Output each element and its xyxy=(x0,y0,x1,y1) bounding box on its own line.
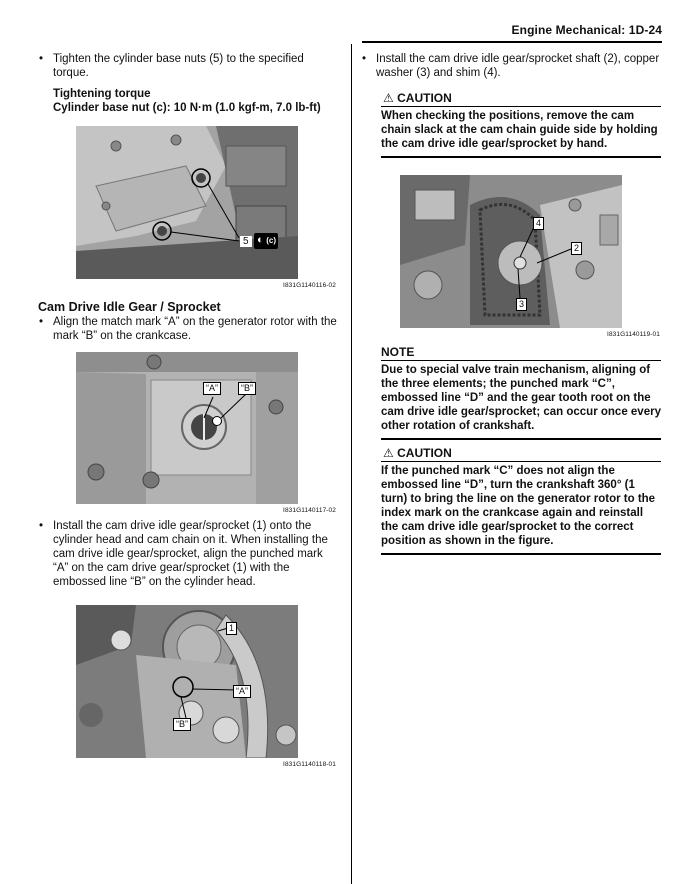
photo-idle-gear-shaft xyxy=(400,175,622,328)
bullet-dot: • xyxy=(39,316,44,328)
warning-triangle-icon: ⚠ xyxy=(383,446,394,460)
callout-4: 4 xyxy=(533,217,544,230)
caution-title: ⚠ CAUTION xyxy=(383,446,452,460)
note-end-rule xyxy=(381,438,661,440)
step-tighten-nuts: • Tighten the cylinder base nuts (5) to the specified torque. xyxy=(39,53,304,79)
note-text: Due to special valve train mechanism, aligning of the three elements; the punched mark “C”, embossed line “D” and the gear tooth root on the cam drive idle gear/sprocket; can occur once every other rotation of crankshaft. xyxy=(381,364,661,432)
caution-box-1 xyxy=(361,90,661,158)
callout-a: “A” xyxy=(203,382,221,395)
figure-code: I831G1140117-02 xyxy=(283,507,336,514)
bullet-dot: • xyxy=(39,53,44,65)
caution-box-2 xyxy=(361,445,661,555)
torque-symbol-icon: ◐ (c) xyxy=(254,233,278,249)
torque-spec: Cylinder base nut (c): 10 N·m (1.0 kgf-m, 7.0 lb-ft) xyxy=(53,102,321,114)
photo-cam-drive-gear xyxy=(76,605,298,758)
right-column xyxy=(361,52,661,555)
left-column xyxy=(38,52,340,768)
caution-text: If the punched mark “C” does not align the embossed line “D”, turn the crankshaft 360° (1 turn) to bring the line on the generator rotor to the index mark on the crankcase again and reinstall the cam drive idle gear/sprocket to the correct position as shown in the figure. xyxy=(381,465,656,547)
caution-end-rule xyxy=(381,156,661,158)
column-divider xyxy=(351,44,352,884)
callout-3: 3 xyxy=(516,298,527,311)
page-header xyxy=(0,0,686,44)
page-title: Engine Mechanical: 1D-24 xyxy=(511,23,662,37)
torque-heading: Tightening torque xyxy=(53,88,151,100)
section-title: Cam Drive Idle Gear / Sprocket xyxy=(38,300,221,314)
bullet-dot: • xyxy=(362,53,367,65)
photo-cylinder-base xyxy=(76,126,298,279)
figure-code: I831G1140119-01 xyxy=(607,331,660,338)
step-align-match-mark: • Align the match mark “A” on the generator rotor with the mark “B” on the crankcase. xyxy=(39,316,337,342)
figure-code: I831G1140118-01 xyxy=(283,761,336,768)
callout-1: 1 xyxy=(226,622,237,635)
photo-generator-rotor xyxy=(76,352,298,504)
caution-text: When checking the positions, remove the cam chain slack at the cam chain guide side by holding the cam drive idle gear/sprocket by hand. xyxy=(381,110,658,150)
callout-a: “A” xyxy=(233,685,251,698)
note-title: NOTE xyxy=(381,345,415,359)
callout-2: 2 xyxy=(571,242,582,255)
figure-idle-gear-shaft xyxy=(400,175,622,328)
figure-generator-rotor xyxy=(76,352,298,504)
note-box xyxy=(361,344,661,440)
caution-title: ⚠ CAUTION xyxy=(383,91,452,105)
step-install-shaft: • Install the cam drive idle gear/sprocket shaft (2), copper washer (3) and shim (4). xyxy=(362,53,660,79)
warning-triangle-icon: ⚠ xyxy=(383,91,394,105)
header-rule xyxy=(362,41,662,43)
callout-b: “B” xyxy=(173,718,191,731)
bullet-dot: • xyxy=(39,520,44,532)
callout-b: “B” xyxy=(238,382,256,395)
callout-5: 5 xyxy=(240,236,252,247)
caution-end-rule xyxy=(381,553,661,555)
step-install-idle-gear: • Install the cam drive idle gear/sprocket (1) onto the cylinder head and cam chain on it. When installing the cam drive idle gear/sprocket, align the punched mark “A” on the cam drive gear/sprocket (1) with the embossed line “B” on the cylinder head. xyxy=(39,520,328,588)
figure-cylinder-base-nuts xyxy=(76,126,298,279)
figure-cam-drive-gear xyxy=(76,605,298,758)
figure-code: I831G1140116-02 xyxy=(283,282,336,289)
